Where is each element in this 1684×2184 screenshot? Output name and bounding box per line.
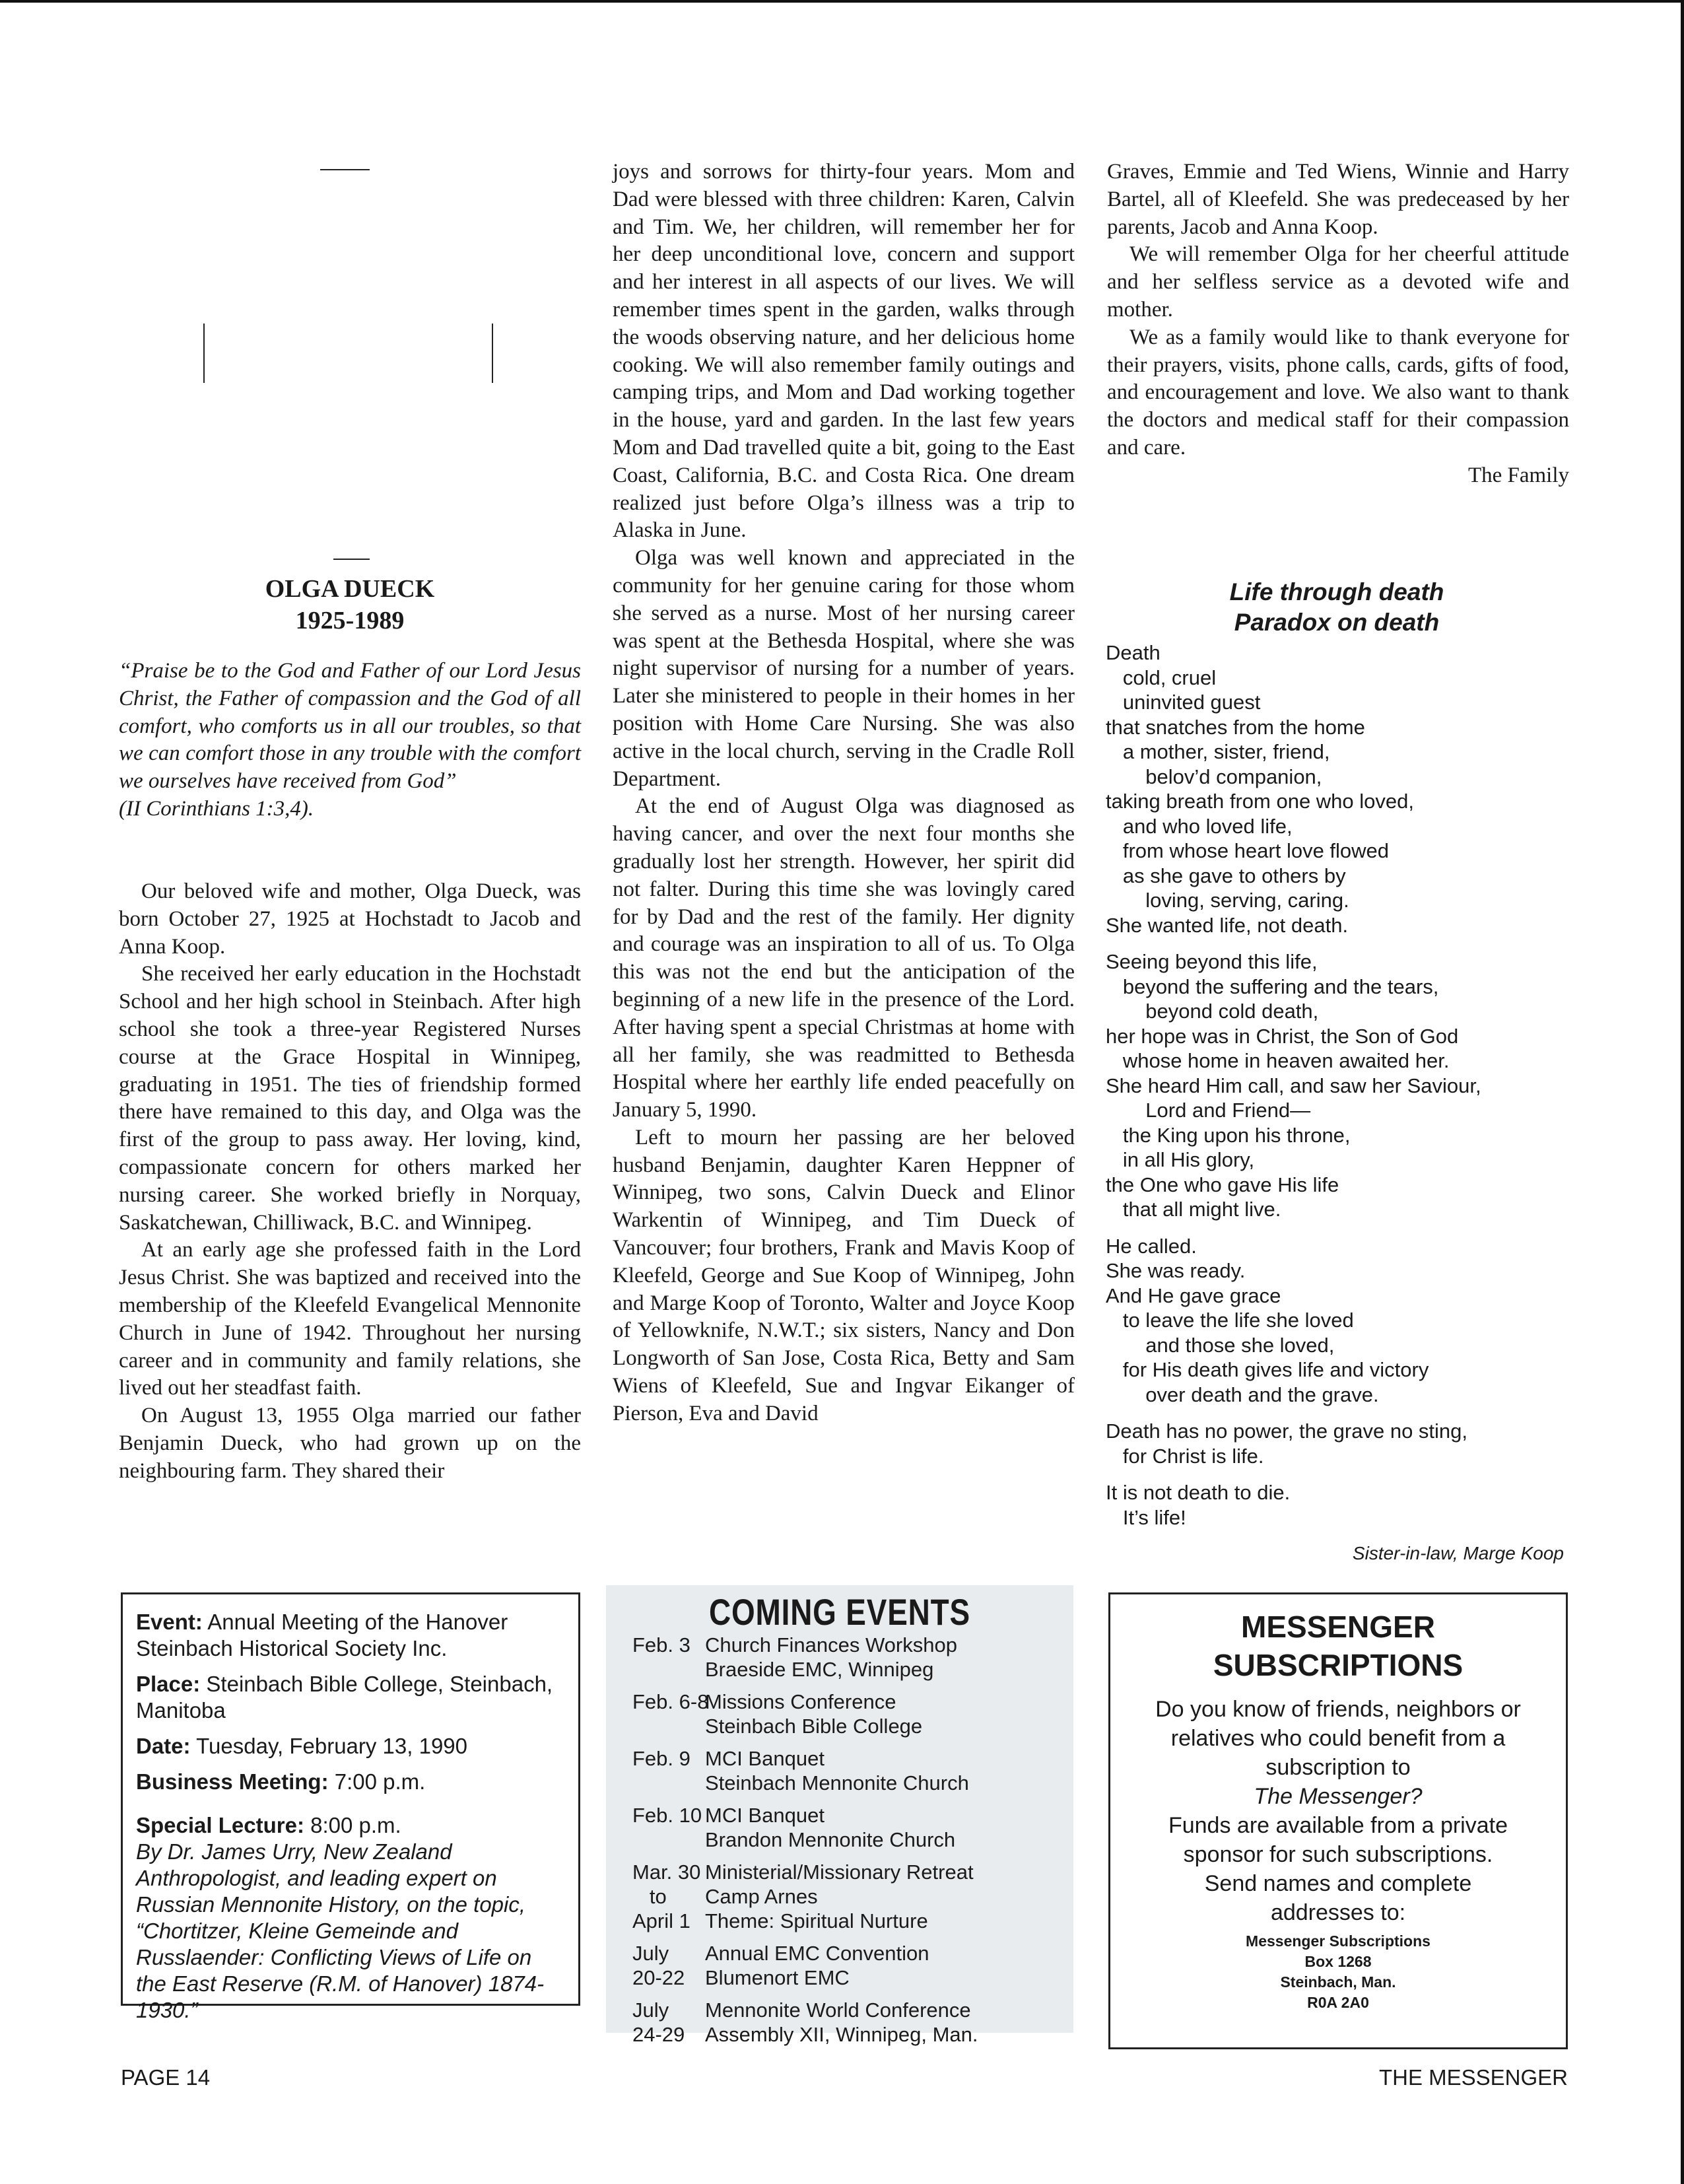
date-label: Date: — [136, 1734, 191, 1758]
business-row — [136, 1769, 565, 1795]
lecture-row — [136, 1812, 565, 1839]
poem-stanza — [1106, 1480, 1581, 1530]
event-box — [121, 1592, 580, 2022]
obituary-column-2 — [613, 158, 1075, 1428]
poem-line: for His death gives life and victory — [1106, 1358, 1429, 1381]
event-item — [606, 1941, 1073, 1990]
place-label: Place: — [136, 1672, 201, 1696]
poem-stanza — [1106, 1234, 1581, 1408]
poem-line: cold, cruel — [1106, 665, 1217, 689]
photo-placeholder — [191, 158, 508, 561]
poem-line: the One who gave His life — [1106, 1173, 1339, 1196]
coming-events-list — [606, 1633, 1073, 2047]
family-signature: The Family — [1467, 463, 1569, 487]
poem-line: It is not death to die. — [1106, 1481, 1291, 1504]
poem-line: uninvited guest — [1106, 691, 1261, 714]
poem-line: Death — [1106, 641, 1161, 664]
poem-line: Death has no power, the grave no sting, — [1106, 1419, 1468, 1443]
poem-line: and those she loved, — [1106, 1333, 1335, 1357]
poem-line: loving, serving, caring. — [1106, 889, 1349, 912]
business-label: Business Meeting: — [136, 1769, 329, 1794]
event-item — [606, 1746, 1073, 1795]
date-value: Tuesday, February 13, 1990 — [196, 1734, 468, 1758]
place-value: Steinbach Bible College, Steinbach, Manitoba — [136, 1672, 553, 1723]
quote-text: “Praise be to the God and Father of our Lord Jesus Christ, the Father of compassion and the God of all comfort, who comforts us in all our troubles, so that we can comfort those in any trouble with the comfort we ourselves have received from God” — [119, 659, 581, 794]
event-row — [136, 1609, 565, 1662]
address-line: Box 1268 — [1304, 1953, 1372, 1970]
paragraph: At the end of August Olga was diagnosed as having cancer, and over the next four months she gradually lost her strength. However, her spirit did not falter. During this time she was lovingly cared for by Dad and the rest of the family. Her dignity and courage was an inspiration to all of us. To Olga this was not the end but the anticipation of the beginning of a new life in the presence of the Lord. After having spent a special Christmas at home with all her family, she was readmitted to Bethesda Hospital where her earthly life ended peacefully on January 5, 1990. — [613, 794, 1075, 1122]
subscriptions-body-1: Do you know of friends, neighbors or relatives who could benefit from a subscription to — [1155, 1697, 1521, 1780]
poem-line: in all His glory, — [1106, 1148, 1255, 1171]
poem-line: Seeing beyond this life, — [1106, 950, 1318, 973]
event-value: Annual Meeting of the Hanover Steinbach Historical Society Inc. — [136, 1610, 508, 1660]
subscriptions-title-line-1: MESSENGER — [1241, 1610, 1435, 1644]
poem-line: from whose heart love flowed — [1106, 839, 1390, 862]
publication-name: THE MESSENGER — [1378, 2065, 1568, 2090]
address-line: Steinbach, Man. — [1280, 1973, 1396, 1991]
page-top-border — [0, 0, 1684, 3]
poem-line: taking breath from one who loved, — [1106, 790, 1414, 813]
event-description: Missions Conference Steinbach Bible College — [705, 1690, 923, 1738]
scripture-quote — [119, 658, 581, 823]
event-description: Ministerial/Missionary Retreat Camp Arnes Theme: Spiritual Nurture — [705, 1860, 974, 1932]
paragraph: Olga was well known and appreciated in the community for her genuine caring for those whom she served as a nurse. Most of her nursing career was spent at the Bethesda Hospital, where she was night supervisor of nursing for a number of years. Later she ministered to people in their homes in her position with Home Care Nursing. She was also active in the local church, serving in the Cradle Roll Department. — [613, 546, 1075, 791]
paragraph: At an early age she professed faith in the Lord Jesus Christ. She was baptized and received into the membership of the Kleefeld Evangelical Mennonite Church in June of 1942. Throughout her nursing career and in community and family relations, she lived out her steadfast faith. — [119, 1238, 581, 1400]
poem-line: the King upon his throne, — [1106, 1123, 1351, 1147]
poem-stanza — [1106, 949, 1581, 1222]
subscriptions-title-line-2: SUBSCRIPTIONS — [1213, 1648, 1464, 1682]
paragraph: Our beloved wife and mother, Olga Dueck, was born October 27, 1925 at Hochstadt to Jacob and Anna Koop. — [119, 879, 581, 959]
poem-line: belov’d companion, — [1106, 765, 1322, 788]
event-item — [606, 1803, 1073, 1852]
page-right-border — [1681, 0, 1684, 2184]
obituary-title — [119, 573, 581, 636]
place-row — [136, 1671, 565, 1724]
poem-body — [1106, 640, 1581, 1542]
poem-line: He called. — [1106, 1234, 1197, 1258]
poem-line: for Christ is life. — [1106, 1444, 1264, 1468]
event-date: Mar. 30 to April 1 — [632, 1860, 701, 1932]
messenger-subscriptions-box — [1108, 1592, 1568, 2049]
subscriptions-body — [1110, 1695, 1566, 1927]
subscriptions-body-2: Funds are available from a private sponsor for such subscriptions. — [1168, 1813, 1508, 1867]
poem-line: beyond cold death, — [1106, 1000, 1319, 1023]
paragraph: We as a family would like to thank everyone for their prayers, visits, phone calls, cards, gifts of food, and encouragement and love. We also want to thank the doctors and medical staff for their compassion and care. — [1107, 325, 1569, 460]
quote-reference: (II Corinthians 1:3,4). — [119, 796, 314, 821]
coming-events-box — [606, 1585, 1073, 2046]
event-description: MCI Banquet Brandon Mennonite Church — [705, 1804, 956, 1851]
event-description: Church Finances Workshop Braeside EMC, Winnipeg — [705, 1633, 957, 1681]
coming-events-title: COMING EVENTS — [709, 1591, 970, 1633]
event-item — [606, 1998, 1073, 2047]
event-item — [606, 1860, 1073, 1933]
event-item — [606, 1633, 1073, 1682]
obituary-column-1 — [119, 878, 581, 1485]
lecture-description: By Dr. James Urry, New Zealand Anthropologist, and leading expert on Russian Mennonite History, on the topic, “Chortitzer, Kleine Gemeinde and Russlaender: Conflicting Views of Life on the East Reserve (R.M. of Hanover) 1874-1930.” — [136, 1839, 545, 2022]
poem-line: She was ready. — [1106, 1259, 1246, 1282]
event-date: Feb. 10 — [632, 1804, 702, 1827]
obituary-column-3 — [1107, 158, 1569, 490]
poem-line: She wanted life, not death. — [1106, 913, 1349, 937]
address-line: Messenger Subscriptions — [1246, 1932, 1431, 1950]
poem-line: And He gave grace — [1106, 1283, 1281, 1307]
obituary-name: OLGA DUECK — [265, 575, 435, 603]
event-item — [606, 1689, 1073, 1738]
poem-line: beyond the suffering and the tears, — [1106, 974, 1439, 998]
obituary-years: 1925-1989 — [295, 607, 405, 634]
event-description: Annual EMC Convention Blumenort EMC — [705, 1942, 929, 1989]
paragraph: joys and sorrows for thirty-four years. Mom and Dad were blessed with three children: Karen, Calvin and Tim. We, her children, will remember her for her deep unconditional love, concern and support and her interest in all aspects of our lives. We will remember times spent in the garden, walks through the woods observing nature, and her delicious home cooking. We will also remember family outings and camping trips, and Mom and Dad working together in the house, yard and garden. In the last few years Mom and Dad travelled quite a bit, going to the East Coast, California, B.C. and Costa Rica. One dream realized just before Olga’s illness was a trip to Alaska in June. — [613, 160, 1075, 543]
poem-line: Lord and Friend— — [1106, 1099, 1311, 1122]
poem-title-line-1: Life through death — [1229, 578, 1444, 605]
poem-line: her hope was in Christ, the Son of God — [1106, 1024, 1459, 1048]
date-row — [136, 1733, 565, 1759]
poem-line: a mother, sister, friend, — [1106, 740, 1330, 763]
poem-line: that all might live. — [1106, 1198, 1281, 1221]
lecture-label: Special Lecture: — [136, 1813, 304, 1837]
poem-line: over death and the grave. — [1106, 1382, 1379, 1406]
event-description: Mennonite World Conference Assembly XII, Winnipeg, Man. — [705, 1998, 978, 2046]
paragraph: We will remember Olga for her cheerful attitude and her selfless service as a devoted wife and mother. — [1107, 242, 1569, 322]
poem-stanza — [1106, 640, 1581, 938]
poem-stanza — [1106, 1419, 1581, 1468]
poem-line: to leave the life she loved — [1106, 1309, 1354, 1332]
event-description: MCI Banquet Steinbach Mennonite Church — [705, 1747, 969, 1794]
event-label: Event: — [136, 1610, 203, 1634]
poem-title — [1215, 577, 1459, 638]
event-date: Feb. 3 — [632, 1633, 690, 1656]
paragraph: She received her early education in the Hochstadt School and her high school in Steinbach. After high school she took a three-year Registered Nurses course at the Grace Hospital in Winnipeg, graduating in 1951. The ties of friendship formed there have remained to this day, and Olga was the first of the group to pass away. Her loving, kind, compassionate concern for others marked her nursing career. She worked briefly in Norquay, Saskatchewan, Chilliwack, B.C. and Winnipeg. — [119, 962, 581, 1235]
subscriptions-body-3: Send names and complete addresses to: — [1204, 1871, 1472, 1925]
paragraph: Graves, Emmie and Ted Wiens, Winnie and Harry Bartel, all of Kleefeld. She was predeceased by her parents, Jacob and Anna Koop. — [1107, 160, 1569, 239]
mailing-address — [1110, 1931, 1566, 2013]
poem-line: It’s life! — [1106, 1505, 1186, 1529]
event-date: July 24-29 — [632, 1998, 685, 2046]
poem-line: as she gave to others by — [1106, 864, 1346, 887]
poem-line: She heard Him call, and saw her Saviour, — [1106, 1074, 1481, 1097]
page-number: PAGE 14 — [121, 2065, 211, 2090]
subscriptions-title — [1110, 1608, 1566, 1684]
poem-line: and who loved life, — [1106, 814, 1293, 838]
paragraph: Left to mourn her passing are her beloved husband Benjamin, daughter Karen Heppner of Winnipeg, two sons, Calvin Dueck and Elinor Warkentin of Winnipeg, and Tim Dueck of Vancouver; four brothers, Frank and Mavis Koop of Kleefeld, George and Sue Koop of Winnipeg, John and Marge Koop of Toronto, Walter and Joyce Koop of Yellowknife, N.W.T.; six sisters, Nancy and Don Longworth of San Jose, Costa Rica, Betty and Sam Wiens of Kleefeld, Sue and Ingvar Eikanger of Pierson, Eva and David — [613, 1125, 1075, 1425]
event-date: July 20-22 — [632, 1942, 685, 1989]
event-date: Feb. 6-8 — [632, 1690, 709, 1713]
event-date: Feb. 9 — [632, 1747, 690, 1770]
poem-line: that snatches from the home — [1106, 715, 1365, 739]
poem-signature: Sister-in-law, Marge Koop — [1352, 1543, 1564, 1563]
messenger-title-mention: The Messenger? — [1254, 1784, 1423, 1809]
business-value: 7:00 p.m. — [334, 1769, 426, 1794]
paragraph: On August 13, 1955 Olga married our father Benjamin Dueck, who had grown up on the neighbouring farm. They shared their — [119, 1404, 581, 1483]
address-line: R0A 2A0 — [1307, 1994, 1369, 2011]
poem-line: whose home in heaven awaited her. — [1106, 1049, 1450, 1072]
poem-title-line-2: Paradox on death — [1234, 609, 1440, 636]
lecture-value: 8:00 p.m. — [310, 1813, 401, 1837]
